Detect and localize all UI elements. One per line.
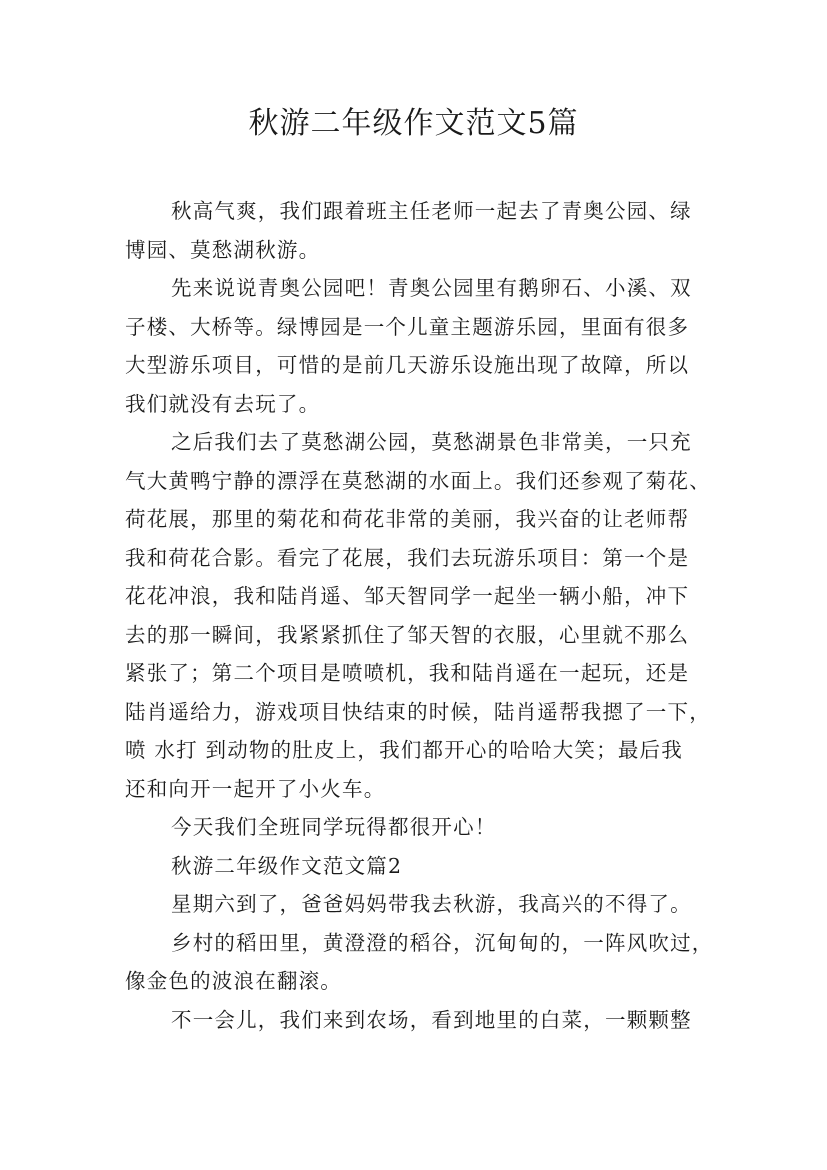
text-line: 乡村的稻田里，黄澄澄的稻谷，沉甸甸的，一阵风吹过， — [171, 930, 714, 955]
text-line: 大型游乐项目，可惜的是前几天游乐设施出现了故障，所以 — [125, 353, 690, 377]
text-line: 气大黄鸭宁静的漂浮在莫愁湖的水面上。我们还参观了菊花、 — [125, 468, 711, 493]
text-line: 秋游二年级作文范文篇2 — [171, 853, 403, 878]
text-line: 还和向开一起开了小火车。 — [125, 776, 386, 801]
document-body — [125, 192, 725, 1039]
text-line: 星期六到了，爸爸妈妈带我去秋游，我高兴的不得了。 — [171, 892, 692, 916]
text-line: 不一会儿，我们来到农场，看到地里的白菜，一颗颗整 — [171, 1007, 692, 1032]
text-line: 先来说说青奥公园吧！青奥公园里有鹅卵石、小溪、双 — [171, 276, 692, 300]
text-line: 喷 水打 到动物的肚皮上，我们都开心的哈哈大笑；最后我 — [125, 738, 683, 762]
text-line: 之后我们去了莫愁湖公园，莫愁湖景色非常美，一只充 — [171, 430, 692, 454]
text-line: 子楼、大桥等。绿博园是一个儿童主题游乐园，里面有很多 — [125, 314, 690, 339]
text-line: 去的那一瞬间，我紧紧抓住了邹天智的衣服，心里就不那么 — [125, 622, 690, 647]
text-line: 秋高气爽，我们跟着班主任老师一起去了青奥公园、绿 — [171, 199, 692, 223]
text-line: 紧张了；第二个项目是喷喷机，我和陆肖遥在一起玩，还是 — [125, 661, 690, 685]
text-line: 我们就没有去玩了。 — [125, 391, 321, 416]
text-line: 花花冲浪，我和陆肖遥、邹天智同学一起坐一辆小船，冲下 — [125, 584, 690, 608]
document-title: 秋游二年级作文范文5篇 — [248, 106, 579, 141]
text-line: 今天我们全班同学玩得都很开心！ — [171, 815, 497, 839]
text-line: 荷花展，那里的菊花和荷花非常的美丽，我兴奋的让老师帮 — [125, 507, 690, 531]
text-line: 像金色的波浪在翻滚。 — [125, 969, 342, 993]
text-line: 博园、莫愁湖秋游。 — [125, 237, 321, 262]
text-line: 我和荷花合影。看完了花展，我们去玩游乐项目：第一个是 — [125, 545, 690, 570]
text-line: 陆肖遥给力，游戏项目快结束的时候，陆肖遥帮我摁了一下， — [125, 699, 711, 724]
